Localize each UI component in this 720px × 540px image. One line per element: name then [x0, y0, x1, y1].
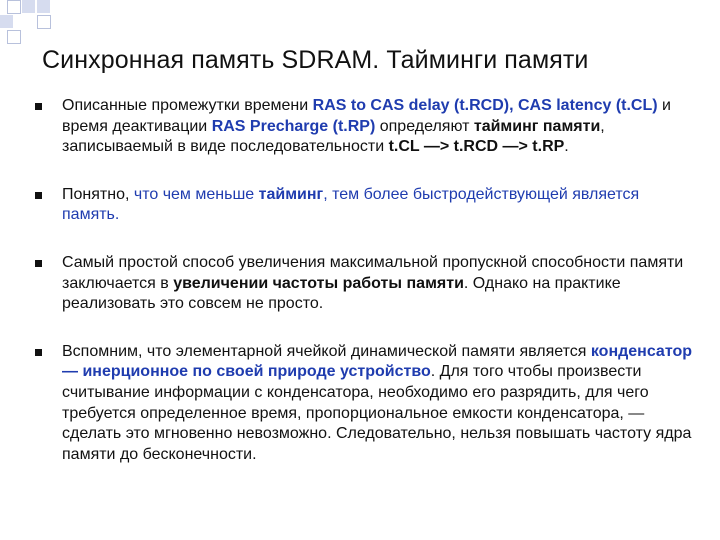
- text-segment: увеличении частоты работы памяти: [173, 274, 464, 292]
- text-segment: определяют: [375, 117, 474, 135]
- square-bullet-icon: [35, 349, 42, 356]
- bullet-text: [62, 342, 695, 466]
- text-segment: конденсатор — инерционное по своей природе устройство: [62, 342, 692, 381]
- text-segment: RAS Precharge (t.RP): [211, 117, 376, 135]
- text-segment: . Для того чтобы произвести считывание информации с конденсатора, необходимо его разрядить, для чего требуется определенное время, пропорциональное емкости конденсатора, — сделать это мгновенно невозможно. Следовательно, нельзя повышать частоту ядра памяти до бесконечности.: [62, 363, 692, 463]
- bullet-text: [62, 185, 695, 226]
- text-segment: , тем более быстродействующей является память.: [62, 185, 640, 224]
- bullet-item-2: [35, 185, 695, 226]
- bullet-item-4: [35, 342, 695, 466]
- text-segment: тайминг памяти: [473, 117, 601, 135]
- text-segment: Самый простой способ увеличения максимальной пропускной способности памяти заключается в: [62, 253, 684, 292]
- bullet-item-3: [35, 253, 695, 315]
- bullet-list: [35, 96, 695, 465]
- square-bullet-icon: [35, 103, 42, 110]
- square-bullet-icon: [35, 260, 42, 267]
- text-segment: тайминг: [258, 185, 324, 203]
- text-segment: Понятно,: [62, 185, 134, 203]
- text-segment: RAS to CAS delay (t.RCD), CAS latency (t.CL): [312, 97, 658, 114]
- text-segment: Вспомним, что элементарной ячейкой динамической памяти является: [62, 342, 591, 360]
- text-segment: , записываемый в виде последовательности: [62, 117, 605, 156]
- text-segment: . Однако на практике реализовать это совсем не просто.: [62, 274, 621, 313]
- text-segment: Описанные промежутки времени: [62, 97, 313, 114]
- bullet-item-1: [35, 96, 695, 158]
- text-segment: и время деактивации: [62, 97, 671, 135]
- text-segment: .: [564, 138, 569, 156]
- bullet-text: [62, 96, 695, 158]
- bullet-text: [62, 253, 695, 315]
- slide-title: Синхронная память SDRAM. Тайминги памяти: [42, 46, 589, 74]
- text-segment: t.CL —> t.RCD —> t.RP: [388, 138, 565, 156]
- text-segment: что чем меньше: [133, 185, 259, 203]
- square-bullet-icon: [35, 192, 42, 199]
